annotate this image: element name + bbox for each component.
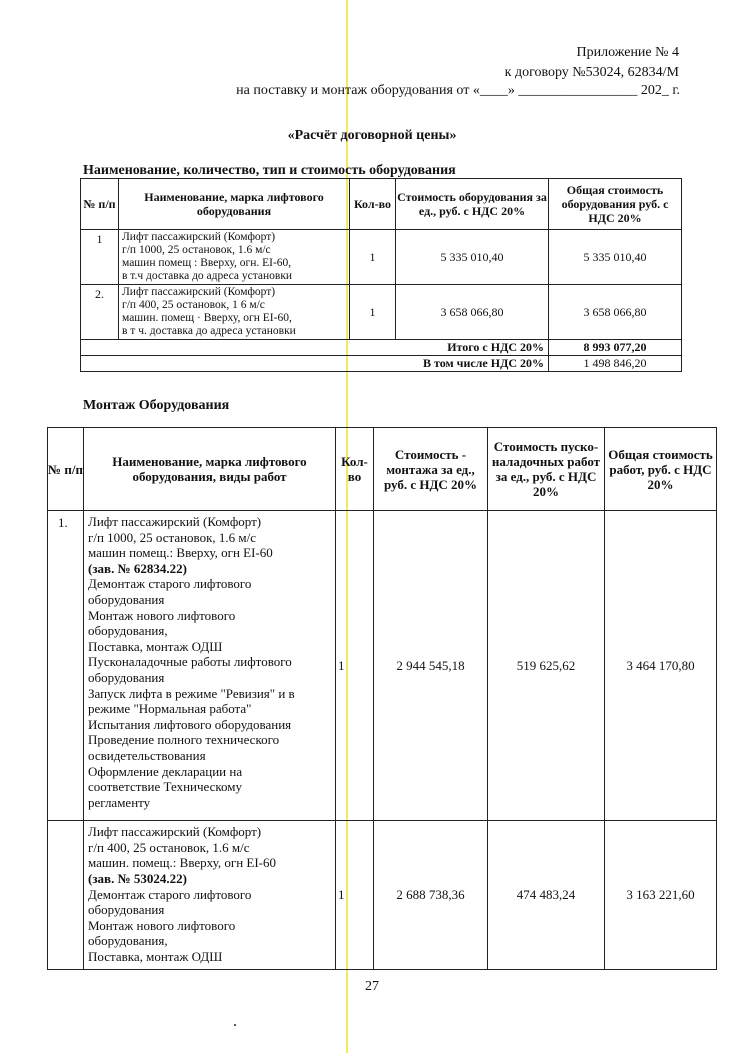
equipment-table — [80, 178, 682, 372]
table-row — [48, 511, 717, 821]
description-line: в т.ч доставка до адреса установки — [122, 270, 293, 282]
table-row — [81, 285, 682, 340]
unit-price: 3 658 066,80 — [396, 285, 549, 340]
description-line: регламенту — [88, 794, 151, 810]
total-row — [81, 340, 682, 356]
commissioning-cost: 474 483,24 — [488, 821, 605, 969]
commissioning-cost: 519 625,62 — [488, 511, 605, 821]
description-line: Пусконаладочные работы лифтового — [88, 654, 292, 670]
installation-cost: 2 944 545,18 — [374, 511, 488, 821]
description-line: машин помещ : Вверху, огн. EI-60, — [122, 257, 292, 269]
quantity: 1 — [350, 285, 396, 340]
document-title: «Расчёт договорной цены» — [287, 128, 457, 143]
installation-table — [47, 427, 717, 970]
description-line: оборудования, — [88, 933, 168, 949]
equipment-description — [119, 230, 350, 285]
description-line: машин. помещ · Вверху, огн EI-60, — [122, 312, 292, 324]
scan-speck — [234, 1024, 236, 1026]
vat-value: 1 498 846,20 — [549, 356, 682, 372]
column-header: Стоимость оборудования за ед., руб. с НДС 20% — [396, 179, 549, 230]
table-header-row — [48, 428, 717, 511]
description-line: режиме "Нормальная работа" — [88, 701, 252, 717]
column-header: Общая стоимость оборудования руб. с НДС 20% — [549, 179, 682, 230]
installation-section-title: Монтаж Оборудования — [83, 398, 230, 413]
row-number: 1 — [81, 230, 119, 285]
quantity: 1 — [336, 821, 374, 969]
description-line: машин помещ.: Вверху, огн EI-60 — [88, 545, 273, 561]
description-line: оборудования — [88, 902, 165, 918]
row-number: 2. — [81, 285, 119, 340]
column-header: Стоимость пуско-наладочных работ за ед., руб. с НДС 20% — [488, 428, 605, 511]
description-line: г/п 1000, 25 остановок, 1.6 м/с — [122, 244, 271, 256]
total-cost: 3 163 221,60 — [605, 821, 717, 969]
description-line: г/п 400, 25 остановок, 1.6 м/с — [88, 839, 250, 855]
column-header: Наименование, марка лифтового оборудования — [119, 179, 350, 230]
description-line: Лифт пассажирский (Комфорт) — [88, 514, 262, 529]
description-line: в т ч. доставка до адреса установки — [122, 325, 296, 337]
description-line: Демонтаж старого лифтового — [88, 576, 252, 592]
description-line: Поставка, монтаж ОДШ — [88, 949, 223, 965]
appendix-label: Приложение № 4 — [576, 45, 679, 60]
installation-cost: 2 688 738,36 — [374, 821, 488, 969]
total-cost: 3 464 170,80 — [605, 511, 717, 821]
row-number: 1. — [48, 511, 84, 821]
description-line: Оформление декларации на — [88, 763, 243, 779]
row-number — [48, 821, 84, 969]
description-line: оборудования — [88, 591, 165, 607]
description-line: Лифт пассажирский (Комфорт) — [88, 824, 262, 840]
description-line: Испытания лифтового оборудования — [88, 716, 292, 732]
description-line: г/п 1000, 25 остановок, 1.6 м/с — [88, 529, 257, 545]
table-header-row — [81, 179, 682, 230]
serial-number: (зав. № 62834.22) — [88, 560, 187, 576]
description-line: соответствие Техническому — [88, 779, 243, 795]
column-header: Общая стоимость работ, руб. с НДС 20% — [605, 428, 717, 511]
description-line: оборудования — [88, 669, 165, 685]
total-value: 8 993 077,20 — [549, 340, 682, 356]
description-line: Монтаж нового лифтового — [88, 607, 236, 623]
work-description — [84, 511, 336, 821]
description-line: г/п 400, 25 остановок, 1 6 м/с — [122, 299, 265, 311]
quantity: 1 — [350, 230, 396, 285]
unit-price: 5 335 010,40 — [396, 230, 549, 285]
description-line: Монтаж нового лифтового — [88, 917, 236, 933]
description-line: Проведение полного технического — [88, 732, 280, 748]
equipment-section-title: Наименование, количество, тип и стоимость оборудования — [83, 163, 456, 178]
description-line: Лифт пассажирский (Комфорт) — [122, 286, 276, 298]
work-description — [84, 821, 336, 969]
page-number: 27 — [365, 979, 379, 994]
table-row — [81, 230, 682, 285]
description-line: оборудования, — [88, 623, 168, 639]
description-line: освидетельствования — [88, 747, 206, 763]
total-price: 5 335 010,40 — [549, 230, 682, 285]
table-row — [48, 821, 717, 969]
column-header: Кол-во — [350, 179, 396, 230]
total-label: Итого с НДС 20% — [81, 340, 549, 356]
vat-row — [81, 356, 682, 372]
column-header: Кол-во — [336, 428, 374, 511]
quantity: 1 — [336, 511, 374, 821]
contract-date-line: на поставку и монтаж оборудования от «____» _________________ 202_ г. — [236, 83, 680, 98]
description-line: Поставка, монтаж ОДШ — [88, 638, 223, 654]
column-header: Наименование, марка лифтового оборудования, виды работ — [84, 428, 336, 511]
contract-reference: к договору №53024, 62834/М — [504, 65, 679, 80]
description-line: Лифт пассажирский (Комфорт) — [122, 231, 276, 243]
description-line: Демонтаж старого лифтового — [88, 886, 252, 902]
description-line: машин. помещ.: Вверху, огн EI-60 — [88, 855, 277, 871]
column-header: № п/п — [48, 428, 84, 511]
equipment-description — [119, 285, 350, 340]
vat-label: В том числе НДС 20% — [81, 356, 549, 372]
description-line: Запуск лифта в режиме "Ревизия" и в — [88, 685, 295, 701]
serial-number: (зав. № 53024.22) — [88, 871, 187, 887]
total-price: 3 658 066,80 — [549, 285, 682, 340]
column-header: Стоимость - монтажа за ед., руб. с НДС 20% — [374, 428, 488, 511]
column-header: № п/п — [81, 179, 119, 230]
